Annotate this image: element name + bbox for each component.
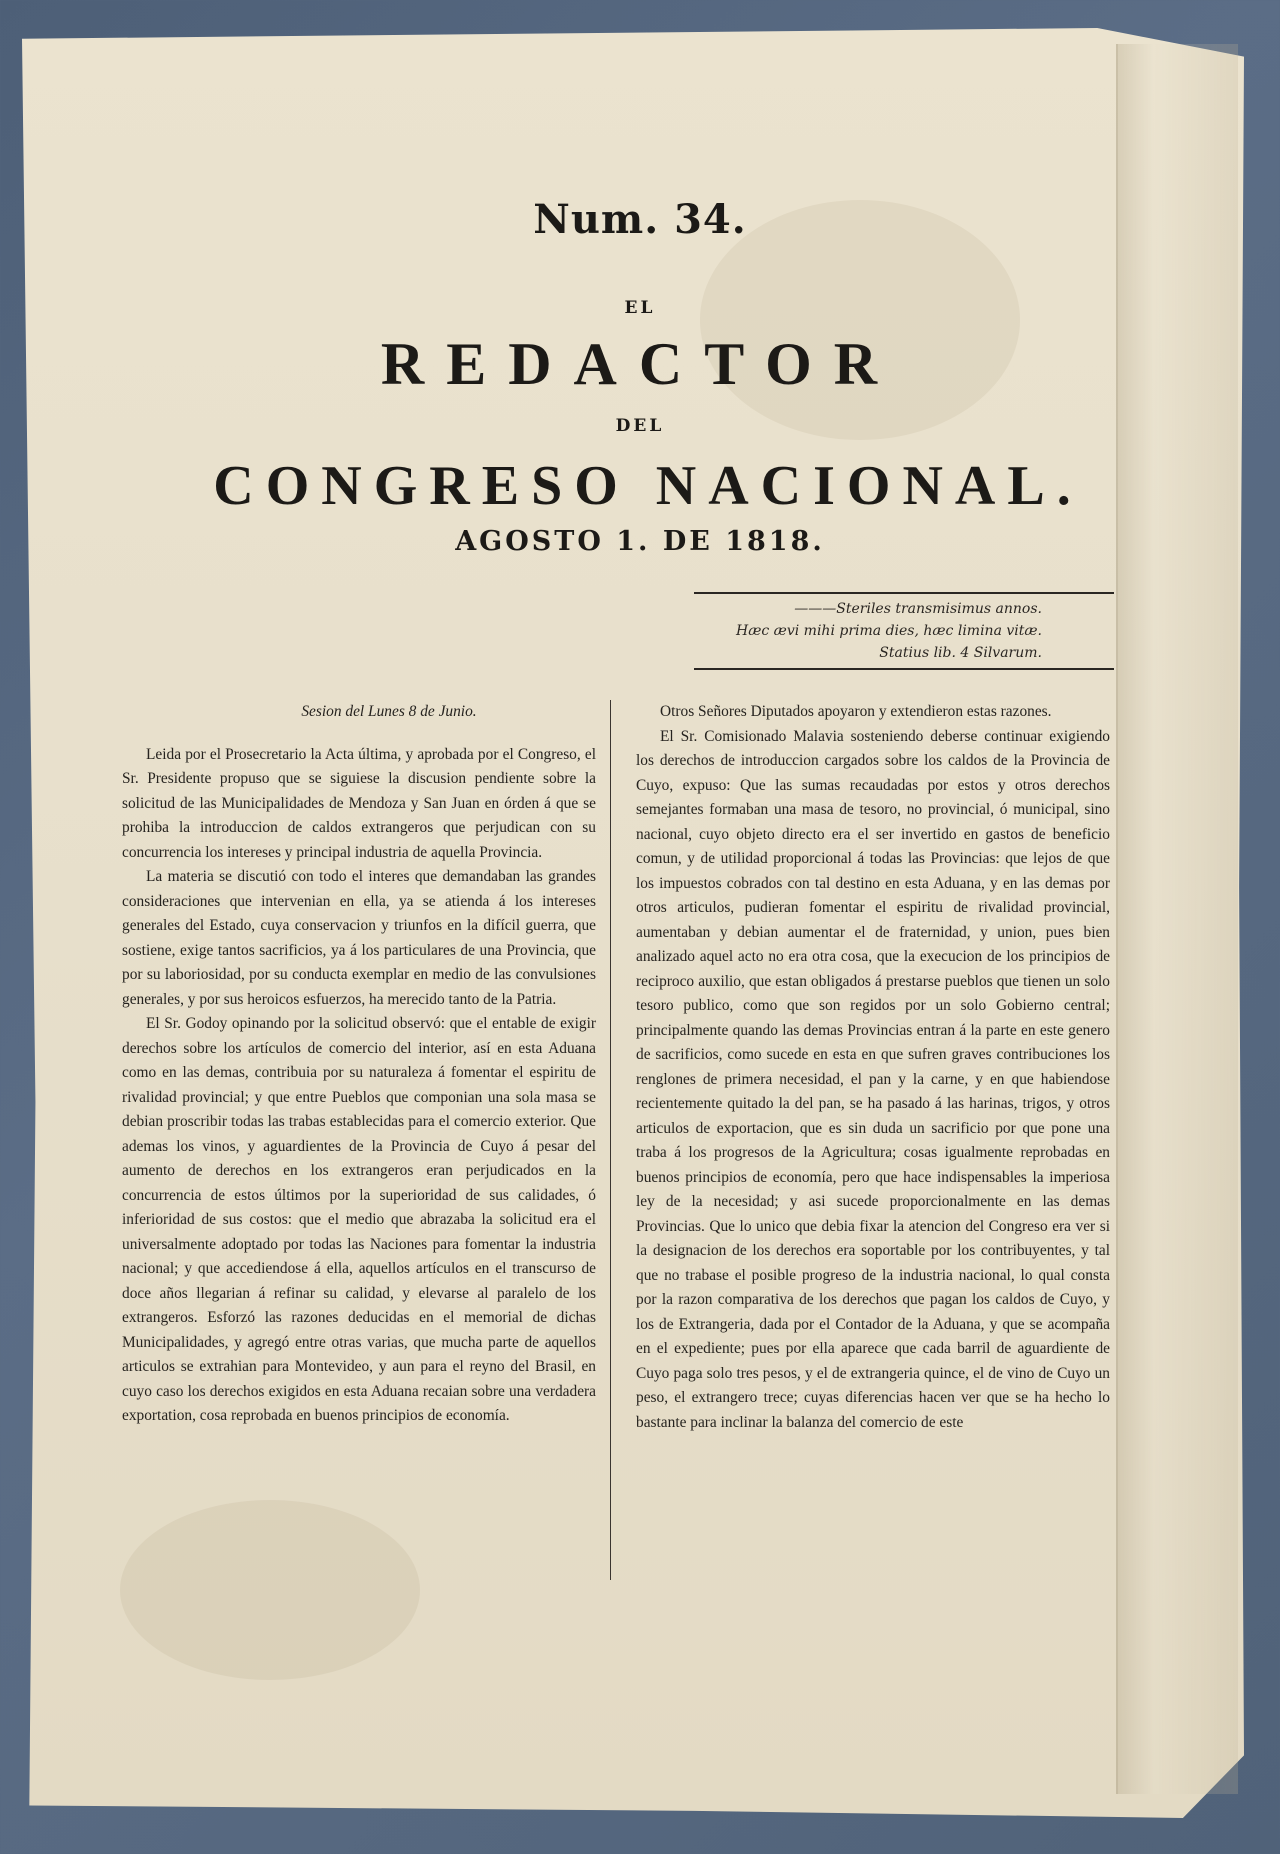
right-column (636, 700, 1110, 1435)
session-heading: Sesion del Lunes 8 de Junio. (301, 703, 477, 720)
paragraph: Otros Señores Diputados apoyaron y extendieron estas razones. (660, 703, 1052, 720)
epigraph-rule-top (694, 592, 1114, 594)
masthead-del: DEL (615, 416, 665, 436)
masthead-congreso: CONGRESO NACIONAL. (213, 455, 1083, 517)
masthead-el: EL (624, 298, 656, 318)
left-column (122, 700, 596, 1429)
paragraph: El Sr. Comisionado Malavia sosteniendo deberse continuar exigiendo los derechos de introduccion cargados sobre los caldos de la Provincia de Cuyo, expuso: Que las sumas recaudadas por estos y otros derechos semejantes formaban una masa de tesoro, no provincial, ó municipal, sino nacional, cuyo objeto directo era el ser invertido en gastos de beneficio comun, y de utilidad proporcional á todas las Provincias: que lejos de que los impuestos cobrados con tal destino en esta Aduana, y en las demas por otros articulos, pudieran fomentar el espiritu de rivalidad provincial, aumentaban y debian aumentar el de fraternidad, y union, pues bien analizado aquel acto no era otra cosa, que la execucion de los principios de reciproco auxilio, que estan obligados á prestarse pueblos que tienen un solo tesoro publico, como que son regidos por un solo Gobierno central; principalmente quando las demas Provincias entran á la parte en este genero de sacrificios, como sucede en esta en que sufren graves contribuciones los renglones de primera necesidad, el pan y la carne, y en que habiendose recientemente quitado la del pan, se ha pasado á las harinas, trigos, y otros articulos de exportacion, que es sin duda un sacrificio por que pone una traba á los progresos de la Agricultura; cosas igualmente reprobadas en buenos principios de economía, pero que hace indispensables la imperiosa ley de la necesidad; y asi sucede proporcionalmente en las demas Provincias. Que lo unico que debia fixar la atencion del Congreso era ver si la designacion de los derechos era soportable por los contribuyentes, y tal que no trabase el posible progreso de la industria nacional, lo qual consta por la razon comparativa de los derechos que pagan los caldos de Cuyo, y los de Extrangeria, dada por el Contador de la Aduana, y que se acompaña en el expediente; pues por ella aparece que cada barril de aguardiente de Cuyo paga solo tres pesos, y el de extrangeria quince, el de vino de Cuyo un peso, el extrangero trece; cuyas diferencias hacen ver que se ha hecho lo bastante para inclinar la balanza del comercio de este (636, 727, 1110, 1431)
masthead-redactor: REDACTOR (380, 331, 900, 397)
issue-number: Num. 34. (533, 196, 747, 243)
epigraph-rule-bottom (694, 668, 1114, 670)
paragraph: El Sr. Godoy opinando por la solicitud observó: que el entable de exigir derechos sobre los artículos de comercio del interior, así en esta Aduana como en las demas, contribuia por su naturaleza á fomentar el espiritu de rivalidad provincial; y que entre Pueblos que componian una sola masa se debian proscribir todas las trabas establecidas para el comercio exterior. Que ademas los vinos, y aguardientes de la Provincia de Cuyo á pesar del aumento de derechos en los extrangeros eran perjudicados en la concurrencia de estos últimos por la superioridad de sus calidades, ó inferioridad de sus costos: que el medio que abrazaba la solicitud era el universalmente adoptado por todas las Naciones para fomentar la industria nacional; y que accediendose á ella, aquellos artículos en el transcurso de doce años llegarian á refinar su calidad, y elevarse al paralelo de los extrangeros. Esforzó las razones deducidas en el memorial de dichas Municipalidades, y agregó entre otras varias, que mucha parte de aquellos articulos se extrahian para Montevideo, y aun para el reyno del Brasil, en cuyo caso los derechos exigidos en esta Aduana recaian sobre una verdadera exportation, cosa reprobada en buenos principios de economía. (122, 1015, 596, 1424)
paragraph: La materia se discutió con todo el interes que demandaban las grandes consideraciones que intervenian en ella, ya se atienda á los intereses generales del Estado, cuya conservacion y triunfos en la difícil guerra, que sostiene, exige tantos sacrificios, ya á los particulares de una Provincia, que por su laboriosidad, por su conducta exemplar en medio de las convulsiones generales, y por sus heroicos esfuerzos, ha merecido tanto de la Patria. (122, 868, 596, 1008)
issue-date: AGOSTO 1. DE 1818. (455, 526, 825, 557)
epigraph-citation: Statius lib. 4 Silvarum. (879, 645, 1042, 661)
paper-stain (120, 1500, 420, 1680)
epigraph-line-1: ———Steriles transmisimus annos. (794, 601, 1042, 617)
epigraph-line-2: Hæc ævi mihi prima dies, hæc limina vitæ. (736, 623, 1042, 639)
column-divider (610, 700, 611, 1580)
paragraph: Leida por el Prosecretario la Acta última, y aprobada por el Congreso, el Sr. Presidente propuso que se siguiese la discusion pendiente sobre la solicitud de las Municipalidades de Mendoza y San Juan en órden á que se prohiba la introduccion de caldos extrangeros que perjudican con su concurrencia los intereses y principal industria de aquella Provincia. (122, 745, 596, 861)
